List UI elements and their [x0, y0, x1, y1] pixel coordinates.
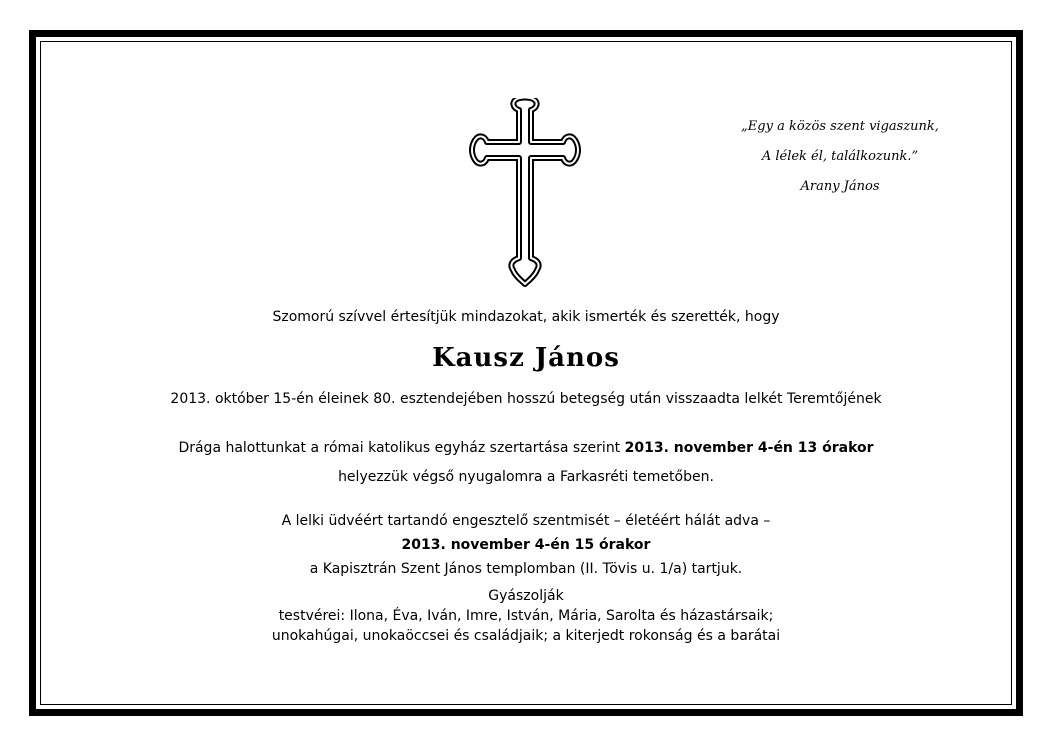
death-announcement: 2013. október 15-én éleinek 80. esztendejében hosszú betegség után visszaadta lelkét Teremtőjének — [170, 391, 882, 407]
deceased-name: Kausz János — [432, 343, 620, 373]
mass-date-time — [0, 537, 1052, 553]
funeral-line-2: helyezzük végső nyugalomra a Farkasréti temetőben. — [338, 469, 714, 485]
quote-block — [720, 112, 960, 202]
quote-line-2: A lélek él, találkozunk.” — [761, 149, 919, 164]
mourners-line-1: testvérei: Ilona, Éva, Iván, Imre, István, Mária, Sarolta és házastársaik; — [278, 608, 774, 624]
funeral-text: Drága halottunkat a római katolikus egyház szertartása szerint — [178, 440, 625, 456]
quote-line-1: „Egy a közös szent vigaszunk, — [741, 119, 939, 134]
quote-author: Arany János — [800, 179, 880, 194]
cross-icon — [465, 98, 585, 290]
mass-line-3: a Kapisztrán Szent János templomban (II. Tövis u. 1/a) tartjuk. — [309, 561, 743, 577]
mass-line-1: A lelki üdvéért tartandó engesztelő szentmisét – életéért hálát adva – — [281, 513, 771, 529]
intro-text: Szomorú szívvel értesítjük mindazokat, akik ismerték és szerették, hogy — [272, 309, 780, 325]
funeral-date-time: 2013. november 4-én 13 órakor — [624, 440, 874, 456]
mourners-line-2: unokahúgai, unokaöccsei és családjaik; a kiterjedt rokonság és a barátai — [271, 628, 781, 644]
mass-date-time-text: 2013. november 4-én 15 órakor — [401, 537, 651, 553]
mourners-title: Gyászolják — [488, 588, 564, 604]
funeral-line-1 — [0, 440, 1052, 456]
